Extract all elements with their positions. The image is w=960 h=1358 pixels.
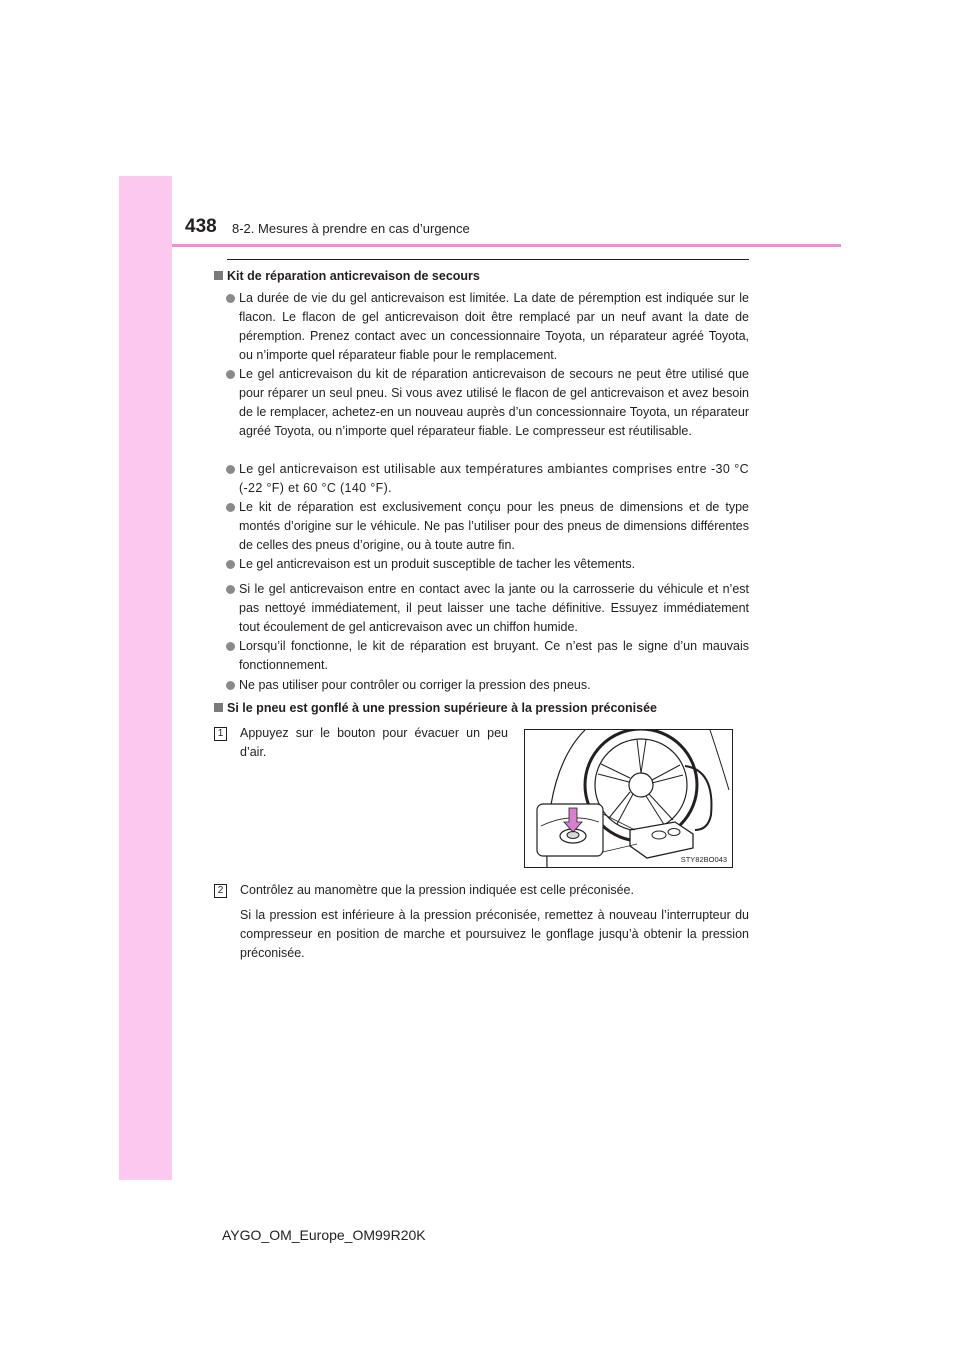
section-divider bbox=[227, 259, 749, 260]
compressor-icon bbox=[630, 822, 693, 858]
compressor-illustration bbox=[524, 729, 733, 868]
chapter-side-tab bbox=[119, 176, 172, 1180]
list-item: Le gel anticrevaison est un produit susceptible de tacher les vêtements. bbox=[226, 555, 749, 574]
list-item: Le kit de réparation est exclusivement conçu pour les pneus de dimensions et de type montés d’origine sur le véhicule. Ne pas l’utiliser pour des pneus de dimensions différentes de celles des pneus d’origine, ou à toute autre fin. bbox=[226, 498, 749, 555]
footer-document-code: AYGO_OM_Europe_OM99R20K bbox=[222, 1227, 426, 1243]
chapter-title: 8-2. Mesures à prendre en cas d’urgence bbox=[232, 221, 470, 236]
bullet-icon bbox=[226, 294, 235, 303]
bullet-icon bbox=[226, 465, 235, 474]
hose-line bbox=[685, 766, 711, 830]
bullet-icon bbox=[226, 560, 235, 569]
list-item: La durée de vie du gel anticrevaison est limitée. La date de péremption est indiquée sur le flacon. Le flacon de gel anticrevaison doit être remplacé par un neuf avant la date de péremption. Prenez contact avec un concessionnaire Toyota, un réparateur agréé Toyota, ou n’importe quel réparateur fiable pour le remplacement. bbox=[226, 289, 749, 365]
section-title-overpressure: Si le pneu est gonflé à une pression supérieure à la pression préconisée bbox=[214, 701, 657, 715]
list-item: Le gel anticrevaison du kit de réparation anticrevaison de secours ne peut être utilisé que pour réparer un seul pneu. Si vous avez utilisé le flacon de gel anticrevaison et avez besoin de le remplacer, achetez-en un nouveau auprès d’un concessionnaire Toyota, un réparateur agréé Toyota, ou n’importe quel réparateur fiable. Le compresseur est réutilisable. bbox=[226, 365, 749, 441]
list-item: Lorsqu’il fonctionne, le kit de réparation est bruyant. Ce n’est pas le signe d’un mauvais fonctionnement. bbox=[226, 637, 749, 675]
section-title-kit: Kit de réparation anticrevaison de secours bbox=[214, 269, 480, 283]
square-bullet-icon bbox=[214, 271, 223, 280]
step-1-text: Appuyez sur le bouton pour évacuer un peu d’air. bbox=[240, 726, 508, 759]
bullet-icon bbox=[226, 585, 235, 594]
step-2-text: Contrôlez au manomètre que la pression indiquée est celle préconisée. bbox=[240, 883, 634, 897]
zoom-line bbox=[603, 814, 635, 830]
bullet-icon bbox=[226, 642, 235, 651]
square-bullet-icon bbox=[214, 703, 223, 712]
bullet-icon bbox=[226, 370, 235, 379]
page-number: 438 bbox=[185, 216, 217, 237]
wheel-spokes bbox=[598, 740, 683, 826]
bullet-icon bbox=[226, 681, 235, 690]
list-item: Ne pas utiliser pour contrôler ou corriger la pression des pneus. bbox=[226, 676, 749, 695]
hub-icon bbox=[629, 773, 653, 797]
header-rule bbox=[172, 244, 841, 247]
list-item: Le gel anticrevaison est utilisable aux températures ambiantes comprises entre -30 °C (-22 °F) et 60 °C (140 °F). bbox=[226, 460, 749, 498]
figure-code: STY82BO043 bbox=[680, 855, 727, 864]
bullet-icon bbox=[226, 503, 235, 512]
step-2-badge: 2 bbox=[214, 884, 227, 898]
tire-compressor-drawing bbox=[525, 730, 732, 867]
step-2-note: Si la pression est inférieure à la pression préconisée, remettez à nouveau l’interrupteur du compresseur en position de marche et poursuivez le gonflage jusqu’à obtenir la pression préconisée. bbox=[240, 908, 749, 960]
body-line bbox=[710, 730, 729, 790]
list-item: Si le gel anticrevaison entre en contact avec la jante ou la carrosserie du véhicule et n’est pas nettoyé immédiatement, il peut laisser une tache définitive. Essuyez immédiatement tout écoulement de gel anticrevaison avec un chiffon humide. bbox=[226, 580, 749, 637]
step-1-badge: 1 bbox=[214, 727, 227, 741]
